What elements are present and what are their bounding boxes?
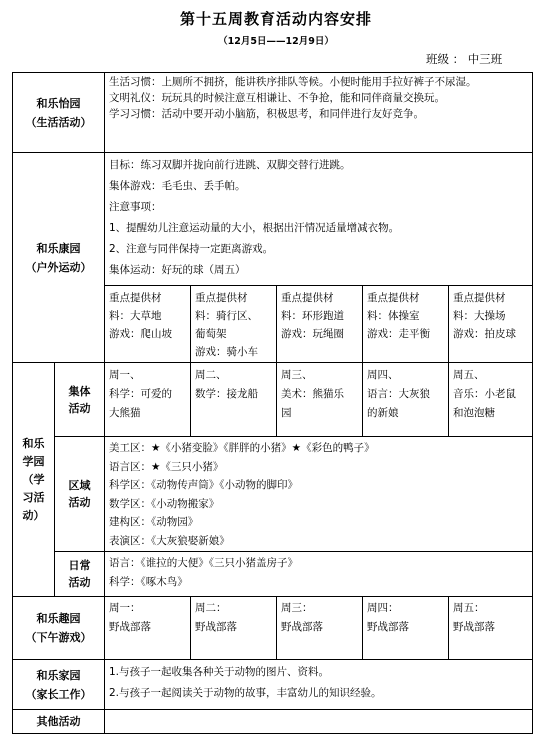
label-line: 集体 bbox=[68, 384, 91, 398]
group-cell-tue bbox=[191, 363, 277, 437]
area-art: 美工区：★《小猪变脸》《胖胖的小猪》★《彩色的鸭子》 bbox=[109, 442, 375, 454]
class-label: 班级 ： 中三班 bbox=[426, 52, 503, 66]
learning-section-header bbox=[13, 363, 55, 597]
cell-line: 周二、 bbox=[195, 369, 227, 381]
cell-line: 音乐：小老鼠 bbox=[453, 388, 516, 400]
learning-section-line: 和乐 bbox=[22, 436, 45, 450]
area-science: 科学区：《动物传声筒》《小动物的脚印》 bbox=[109, 479, 298, 491]
cell-line: 游戏：玩绳圈 bbox=[281, 328, 344, 340]
cell-line: 野战部落 bbox=[281, 621, 323, 633]
home-section-title: 和乐家园 bbox=[36, 668, 81, 682]
life-row bbox=[13, 73, 533, 153]
outdoor-section-title: 和乐康园 bbox=[36, 241, 81, 255]
cell-line: 重点提供材 bbox=[109, 292, 162, 304]
cell-line: 数学：接龙船 bbox=[195, 388, 258, 400]
afternoon-cell-tue bbox=[191, 597, 277, 660]
outdoor-section-header bbox=[13, 153, 105, 363]
life-habits: 生活习惯：上厕所不拥挤，能讲秩序排队等候。小便时能用手拉好裤子不尿湿。 bbox=[109, 76, 477, 88]
outdoor-section-subtitle: （户外运动） bbox=[25, 260, 92, 274]
outdoor-group-sport: 集体运动：好玩的球（周五） bbox=[109, 264, 246, 276]
cell-line: 和泡泡糖 bbox=[453, 407, 495, 419]
life-section-title: 和乐怡园 bbox=[36, 96, 81, 110]
outdoor-content bbox=[105, 153, 533, 286]
group-cell-wed bbox=[277, 363, 363, 437]
outdoor-cell-1 bbox=[105, 286, 191, 363]
cell-line: 料：体操室 bbox=[367, 310, 420, 322]
afternoon-cell-wed bbox=[277, 597, 363, 660]
label-line: 区域 bbox=[68, 479, 91, 492]
life-etiquette: 文明礼仪：玩玩具的时候注意互相谦让、不争抢，能和同伴商量交换玩。 bbox=[109, 92, 445, 104]
daily-language: 语言：《谁拉的大便》《三只小猪盖房子》 bbox=[109, 557, 298, 569]
cell-line: 周四、 bbox=[367, 369, 399, 381]
learning-area-row bbox=[13, 437, 533, 552]
outdoor-notes-title: 注意事项： bbox=[109, 201, 162, 213]
learning-daily-row bbox=[13, 552, 533, 597]
life-section-subtitle: （生活活动） bbox=[25, 115, 92, 129]
cell-line: 料：大操场 bbox=[453, 310, 506, 322]
outdoor-cell-3 bbox=[277, 286, 363, 363]
cell-line: 野战部落 bbox=[367, 621, 409, 633]
other-content bbox=[105, 710, 533, 734]
home-row bbox=[13, 660, 533, 710]
learning-section-line: （学 bbox=[22, 472, 45, 486]
area-activity-content bbox=[105, 437, 533, 552]
outdoor-group-game: 集体游戏：毛毛虫、丢手帕。 bbox=[109, 180, 246, 192]
home-section-subtitle: （家长工作） bbox=[25, 687, 92, 701]
area-math: 数学区：《小动物搬家》 bbox=[109, 497, 220, 510]
cell-line: 周二： bbox=[195, 602, 227, 614]
outdoor-cell-4 bbox=[363, 286, 449, 363]
date-range: （12月5日——12月9日） bbox=[218, 36, 334, 47]
cell-line: 重点提供材 bbox=[195, 292, 248, 304]
cell-line: 游戏：拍皮球 bbox=[453, 328, 516, 340]
area-performance: 表演区：《大灰狼娶新娘》 bbox=[109, 534, 230, 547]
outdoor-note-2: 2、注意与同伴保持一定距离游戏。 bbox=[109, 243, 274, 255]
daily-activity-label bbox=[55, 552, 105, 597]
cell-line: 料：环形跑道 bbox=[281, 310, 344, 322]
learning-section-line: 学园 bbox=[22, 454, 45, 468]
daily-science: 科学：《啄木鸟》 bbox=[109, 576, 188, 588]
afternoon-row bbox=[13, 597, 533, 660]
cell-line: 游戏：走平衡 bbox=[367, 328, 430, 340]
cell-line: 料：大草地 bbox=[109, 310, 162, 322]
cell-line: 料：骑行区、 bbox=[195, 310, 258, 322]
cell-line: 野战部落 bbox=[195, 621, 237, 633]
learning-group-row bbox=[13, 363, 533, 437]
cell-line: 周五、 bbox=[453, 369, 485, 381]
label-line: 活动 bbox=[68, 401, 91, 415]
label-line: 活动 bbox=[68, 576, 91, 589]
learning-section-line: 动） bbox=[22, 508, 45, 522]
cell-line: 语言：大灰狼 bbox=[367, 388, 430, 400]
cell-line: 科学：可爱的 bbox=[109, 388, 172, 400]
label-line: 日常 bbox=[68, 559, 91, 572]
cell-line: 大熊猫 bbox=[109, 407, 141, 419]
other-section-header: 其他活动 bbox=[13, 710, 105, 734]
schedule-table bbox=[12, 72, 533, 734]
cell-line: 游戏：爬山坡 bbox=[109, 328, 172, 340]
cell-line: 周三、 bbox=[281, 369, 313, 381]
afternoon-section-subtitle: （下午游戏） bbox=[25, 631, 92, 644]
home-content bbox=[105, 660, 533, 710]
cell-line: 周五： bbox=[453, 602, 485, 614]
life-section-header bbox=[13, 73, 105, 153]
learning-section-line: 习活 bbox=[22, 490, 45, 504]
afternoon-cell-mon bbox=[105, 597, 191, 660]
group-cell-fri bbox=[449, 363, 533, 437]
cell-line: 周一、 bbox=[109, 369, 141, 381]
cell-line: 周三： bbox=[281, 602, 313, 614]
area-language: 语言区：★《三只小猪》 bbox=[109, 460, 224, 473]
area-construction: 建构区：《动物园》 bbox=[109, 516, 199, 528]
afternoon-cell-thu bbox=[363, 597, 449, 660]
group-activity-label bbox=[55, 363, 105, 437]
other-row bbox=[13, 710, 533, 734]
cell-line: 葡萄架 bbox=[195, 328, 227, 340]
cell-line: 周四： bbox=[367, 602, 399, 614]
cell-line: 野战部落 bbox=[453, 621, 495, 633]
life-content bbox=[105, 73, 533, 153]
page-title: 第十五周教育活动内容安排 bbox=[179, 10, 372, 28]
cell-line: 重点提供材 bbox=[367, 292, 420, 304]
afternoon-cell-fri bbox=[449, 597, 533, 660]
outdoor-cell-2 bbox=[191, 286, 277, 363]
outdoor-goal: 目标：练习双脚并拢向前行进跳、双脚交替行进跳。 bbox=[109, 159, 351, 171]
cell-line: 的新娘 bbox=[367, 407, 399, 419]
area-activity-label bbox=[55, 437, 105, 552]
outdoor-row bbox=[13, 153, 533, 286]
outdoor-cell-5 bbox=[449, 286, 533, 363]
home-item-1: 1.与孩子一起收集各种关于动物的图片、资料。 bbox=[109, 666, 330, 678]
home-section-header bbox=[13, 660, 105, 710]
cell-line: 周一： bbox=[109, 602, 141, 614]
home-item-2: 2.与孩子一起阅读关于动物的故事，丰富幼儿的知识经验。 bbox=[109, 687, 382, 699]
outdoor-note-1: 1、提醒幼儿注意运动量的大小，根据出汗情况适量增减衣物。 bbox=[109, 222, 400, 234]
cell-line: 重点提供材 bbox=[281, 292, 334, 304]
cell-line: 野战部落 bbox=[109, 621, 151, 633]
group-cell-thu bbox=[363, 363, 449, 437]
group-cell-mon bbox=[105, 363, 191, 437]
afternoon-section-header bbox=[13, 597, 105, 660]
cell-line: 美术：熊猫乐 bbox=[281, 388, 344, 400]
cell-line: 游戏：骑小车 bbox=[195, 346, 258, 358]
cell-line: 园 bbox=[281, 407, 292, 419]
life-study: 学习习惯：活动中要开动小脑筋，积极思考，和同伴进行友好竞争。 bbox=[109, 108, 424, 120]
daily-activity-content bbox=[105, 552, 533, 597]
cell-line: 重点提供材 bbox=[453, 292, 506, 304]
afternoon-section-title: 和乐趣园 bbox=[36, 612, 81, 625]
label-line: 活动 bbox=[68, 496, 91, 509]
